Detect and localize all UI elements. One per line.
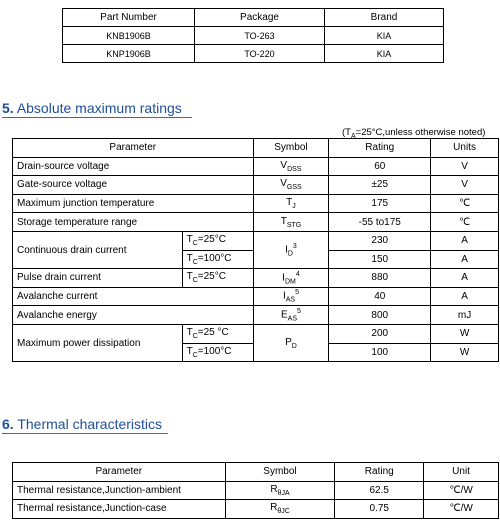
symbol-cell: $V_{GSS}$ xyxy=(253,176,329,195)
symbol-cell: $V_{DSS}$ xyxy=(253,157,329,176)
table-row xyxy=(63,45,444,63)
symbol-cell: $R_{\theta JA}$ xyxy=(225,481,335,500)
param-cell: Pulse drain current xyxy=(13,269,183,288)
cell-part-number: KNP1906B xyxy=(63,45,195,63)
table-row xyxy=(13,157,499,176)
header-symbol: Symbol xyxy=(253,139,329,158)
condition-cell: $T_C=100^\circ C$ xyxy=(182,343,253,362)
header-rating: Rating xyxy=(335,463,424,482)
section-title: Absolute maximum ratings xyxy=(16,100,182,116)
symbol-cell: $E_{AS}^5$ xyxy=(253,306,329,325)
rating-cell: ±25 xyxy=(329,176,431,195)
header-parameter: Parameter xyxy=(13,139,254,158)
table-row xyxy=(13,213,499,232)
symbol-cell: $R_{\theta JC}$ xyxy=(225,500,335,519)
table-row xyxy=(13,481,499,500)
header-part-number: Part Number xyxy=(63,9,195,27)
unit-cell: V xyxy=(431,157,499,176)
rating-cell: 0.75 xyxy=(335,500,424,519)
param-cell: Avalanche energy xyxy=(13,306,254,325)
param-cell: Drain-source voltage xyxy=(13,157,254,176)
header-brand: Brand xyxy=(325,9,444,27)
unit-cell: W xyxy=(431,343,499,362)
section-heading-absolute-ratings xyxy=(2,100,192,118)
cell-brand: KIA xyxy=(325,27,444,45)
header-unit: Unit xyxy=(424,463,499,482)
rating-cell: 100 xyxy=(329,343,431,362)
header-parameter: Parameter xyxy=(13,463,226,482)
rating-cell: -55 to175 xyxy=(329,213,431,232)
table-row xyxy=(13,231,499,250)
table-row xyxy=(63,27,444,45)
rating-cell: 230 xyxy=(329,231,431,250)
rating-cell: 150 xyxy=(329,250,431,269)
rating-cell: 880 xyxy=(329,269,431,288)
table-header-row xyxy=(13,463,499,482)
param-cell: Gate-source voltage xyxy=(13,176,254,195)
symbol-cell: $T_{STG}$ xyxy=(253,213,329,232)
condition-cell: $T_C=25$ °C xyxy=(182,324,253,343)
unit-cell: ℃/W xyxy=(424,500,499,519)
unit-cell: ℃ xyxy=(431,213,499,232)
unit-cell: mJ xyxy=(431,306,499,325)
table-header-row xyxy=(13,139,499,158)
part-brand-table xyxy=(62,8,444,63)
table-row xyxy=(13,194,499,213)
section-number: 6. xyxy=(2,416,14,432)
unit-cell: A xyxy=(431,287,499,306)
condition-cell: $T_C=25^\circ C$ xyxy=(182,269,253,288)
header-units: Units xyxy=(431,139,499,158)
param-cell: Thermal resistance,Junction-ambient xyxy=(13,481,226,500)
symbol-cell: $P_D$ xyxy=(253,324,329,361)
rating-cell: 40 xyxy=(329,287,431,306)
rating-cell: 800 xyxy=(329,306,431,325)
cell-package: TO-263 xyxy=(195,27,325,45)
table-header-row xyxy=(63,9,444,27)
section-number: 5. xyxy=(2,100,14,116)
param-cell: Maximum junction temperature xyxy=(13,194,254,213)
cell-part-number: KNB1906B xyxy=(63,27,195,45)
param-cell: Maximum power dissipation xyxy=(13,324,183,361)
cell-brand: KIA xyxy=(325,45,444,63)
table-row xyxy=(13,176,499,195)
table-row xyxy=(13,324,499,343)
header-rating: Rating xyxy=(329,139,431,158)
condition-cell: $T_C=25^\circ C$ xyxy=(182,231,253,250)
param-cell: Thermal resistance,Junction-case xyxy=(13,500,226,519)
param-cell: Storage temperature range xyxy=(13,213,254,232)
symbol-cell: $I_D^3$ xyxy=(253,231,329,268)
unit-cell: A xyxy=(431,231,499,250)
cell-package: TO-220 xyxy=(195,45,325,63)
param-cell: Continuous drain current xyxy=(13,231,183,268)
header-symbol: Symbol xyxy=(225,463,335,482)
condition-cell: $T_C=100^\circ C$ xyxy=(182,250,253,269)
rating-cell: 62.5 xyxy=(335,481,424,500)
param-cell: Avalanche current xyxy=(13,287,254,306)
rating-cell: 175 xyxy=(329,194,431,213)
unit-cell: V xyxy=(431,176,499,195)
unit-cell: A xyxy=(431,269,499,288)
unit-cell: ℃/W xyxy=(424,481,499,500)
absolute-ratings-table xyxy=(12,138,499,362)
unit-cell: A xyxy=(431,250,499,269)
conditions-note: ($T_A=25^\circ C,unless$ otherwise noted) xyxy=(342,127,486,140)
symbol-cell: $I_{AS}^5$ xyxy=(253,287,329,306)
unit-cell: W xyxy=(431,324,499,343)
symbol-cell: $T_J$ xyxy=(253,194,329,213)
table-row xyxy=(13,287,499,306)
rating-cell: 60 xyxy=(329,157,431,176)
rating-cell: 200 xyxy=(329,324,431,343)
thermal-characteristics-table xyxy=(12,462,499,519)
section-title: Thermal characteristics xyxy=(17,416,163,432)
unit-cell: ℃ xyxy=(431,194,499,213)
table-row xyxy=(13,500,499,519)
table-row xyxy=(13,269,499,288)
section-heading-thermal xyxy=(2,416,168,434)
table-row xyxy=(13,306,499,325)
header-package: Package xyxy=(195,9,325,27)
symbol-cell: $I_{DM}^4$ xyxy=(253,269,329,288)
